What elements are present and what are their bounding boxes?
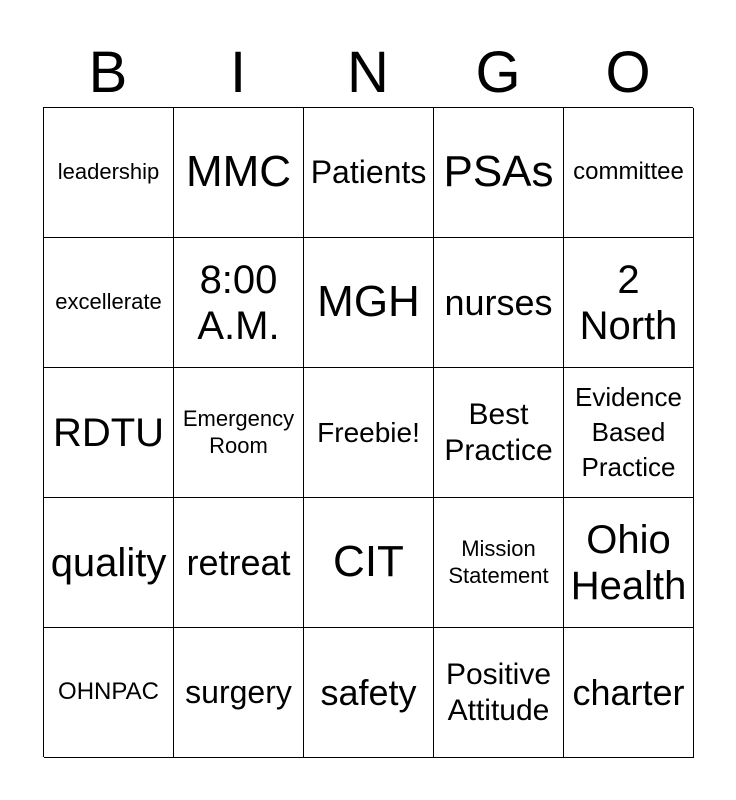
bingo-cell[interactable]: MMC: [174, 108, 304, 238]
header-letter-o: O: [605, 40, 651, 105]
header-letter-b: B: [88, 40, 128, 105]
bingo-cell[interactable]: Ohio Health: [564, 498, 694, 628]
bingo-header: [43, 40, 693, 106]
bingo-cell[interactable]: Evidence Based Practice: [564, 368, 694, 498]
bingo-cell[interactable]: PSAs: [434, 108, 564, 238]
bingo-cell[interactable]: retreat: [174, 498, 304, 628]
bingo-cell[interactable]: excellerate: [44, 238, 174, 368]
bingo-cell[interactable]: committee: [564, 108, 694, 238]
bingo-cell[interactable]: MGH: [304, 238, 434, 368]
header-letter-n: N: [347, 40, 389, 105]
bingo-cell[interactable]: surgery: [174, 628, 304, 758]
bingo-cell[interactable]: Patients: [304, 108, 434, 238]
bingo-cell[interactable]: RDTU: [44, 368, 174, 498]
bingo-cell[interactable]: quality: [44, 498, 174, 628]
header-letter-g: G: [475, 40, 521, 105]
bingo-cell[interactable]: Emergency Room: [174, 368, 304, 498]
bingo-cell[interactable]: charter: [564, 628, 694, 758]
bingo-cell[interactable]: 2 North: [564, 238, 694, 368]
bingo-cell[interactable]: Positive Attitude: [434, 628, 564, 758]
bingo-cell[interactable]: 8:00 A.M.: [174, 238, 304, 368]
bingo-cell[interactable]: Best Practice: [434, 368, 564, 498]
bingo-free-cell[interactable]: Freebie!: [304, 368, 434, 498]
bingo-cell[interactable]: OHNPAC: [44, 628, 174, 758]
bingo-cell[interactable]: leadership: [44, 108, 174, 238]
bingo-cell[interactable]: safety: [304, 628, 434, 758]
bingo-board: [43, 107, 693, 757]
bingo-cell[interactable]: Mission Statement: [434, 498, 564, 628]
bingo-cell[interactable]: nurses: [434, 238, 564, 368]
bingo-cell[interactable]: CIT: [304, 498, 434, 628]
header-letter-i: I: [229, 40, 247, 105]
